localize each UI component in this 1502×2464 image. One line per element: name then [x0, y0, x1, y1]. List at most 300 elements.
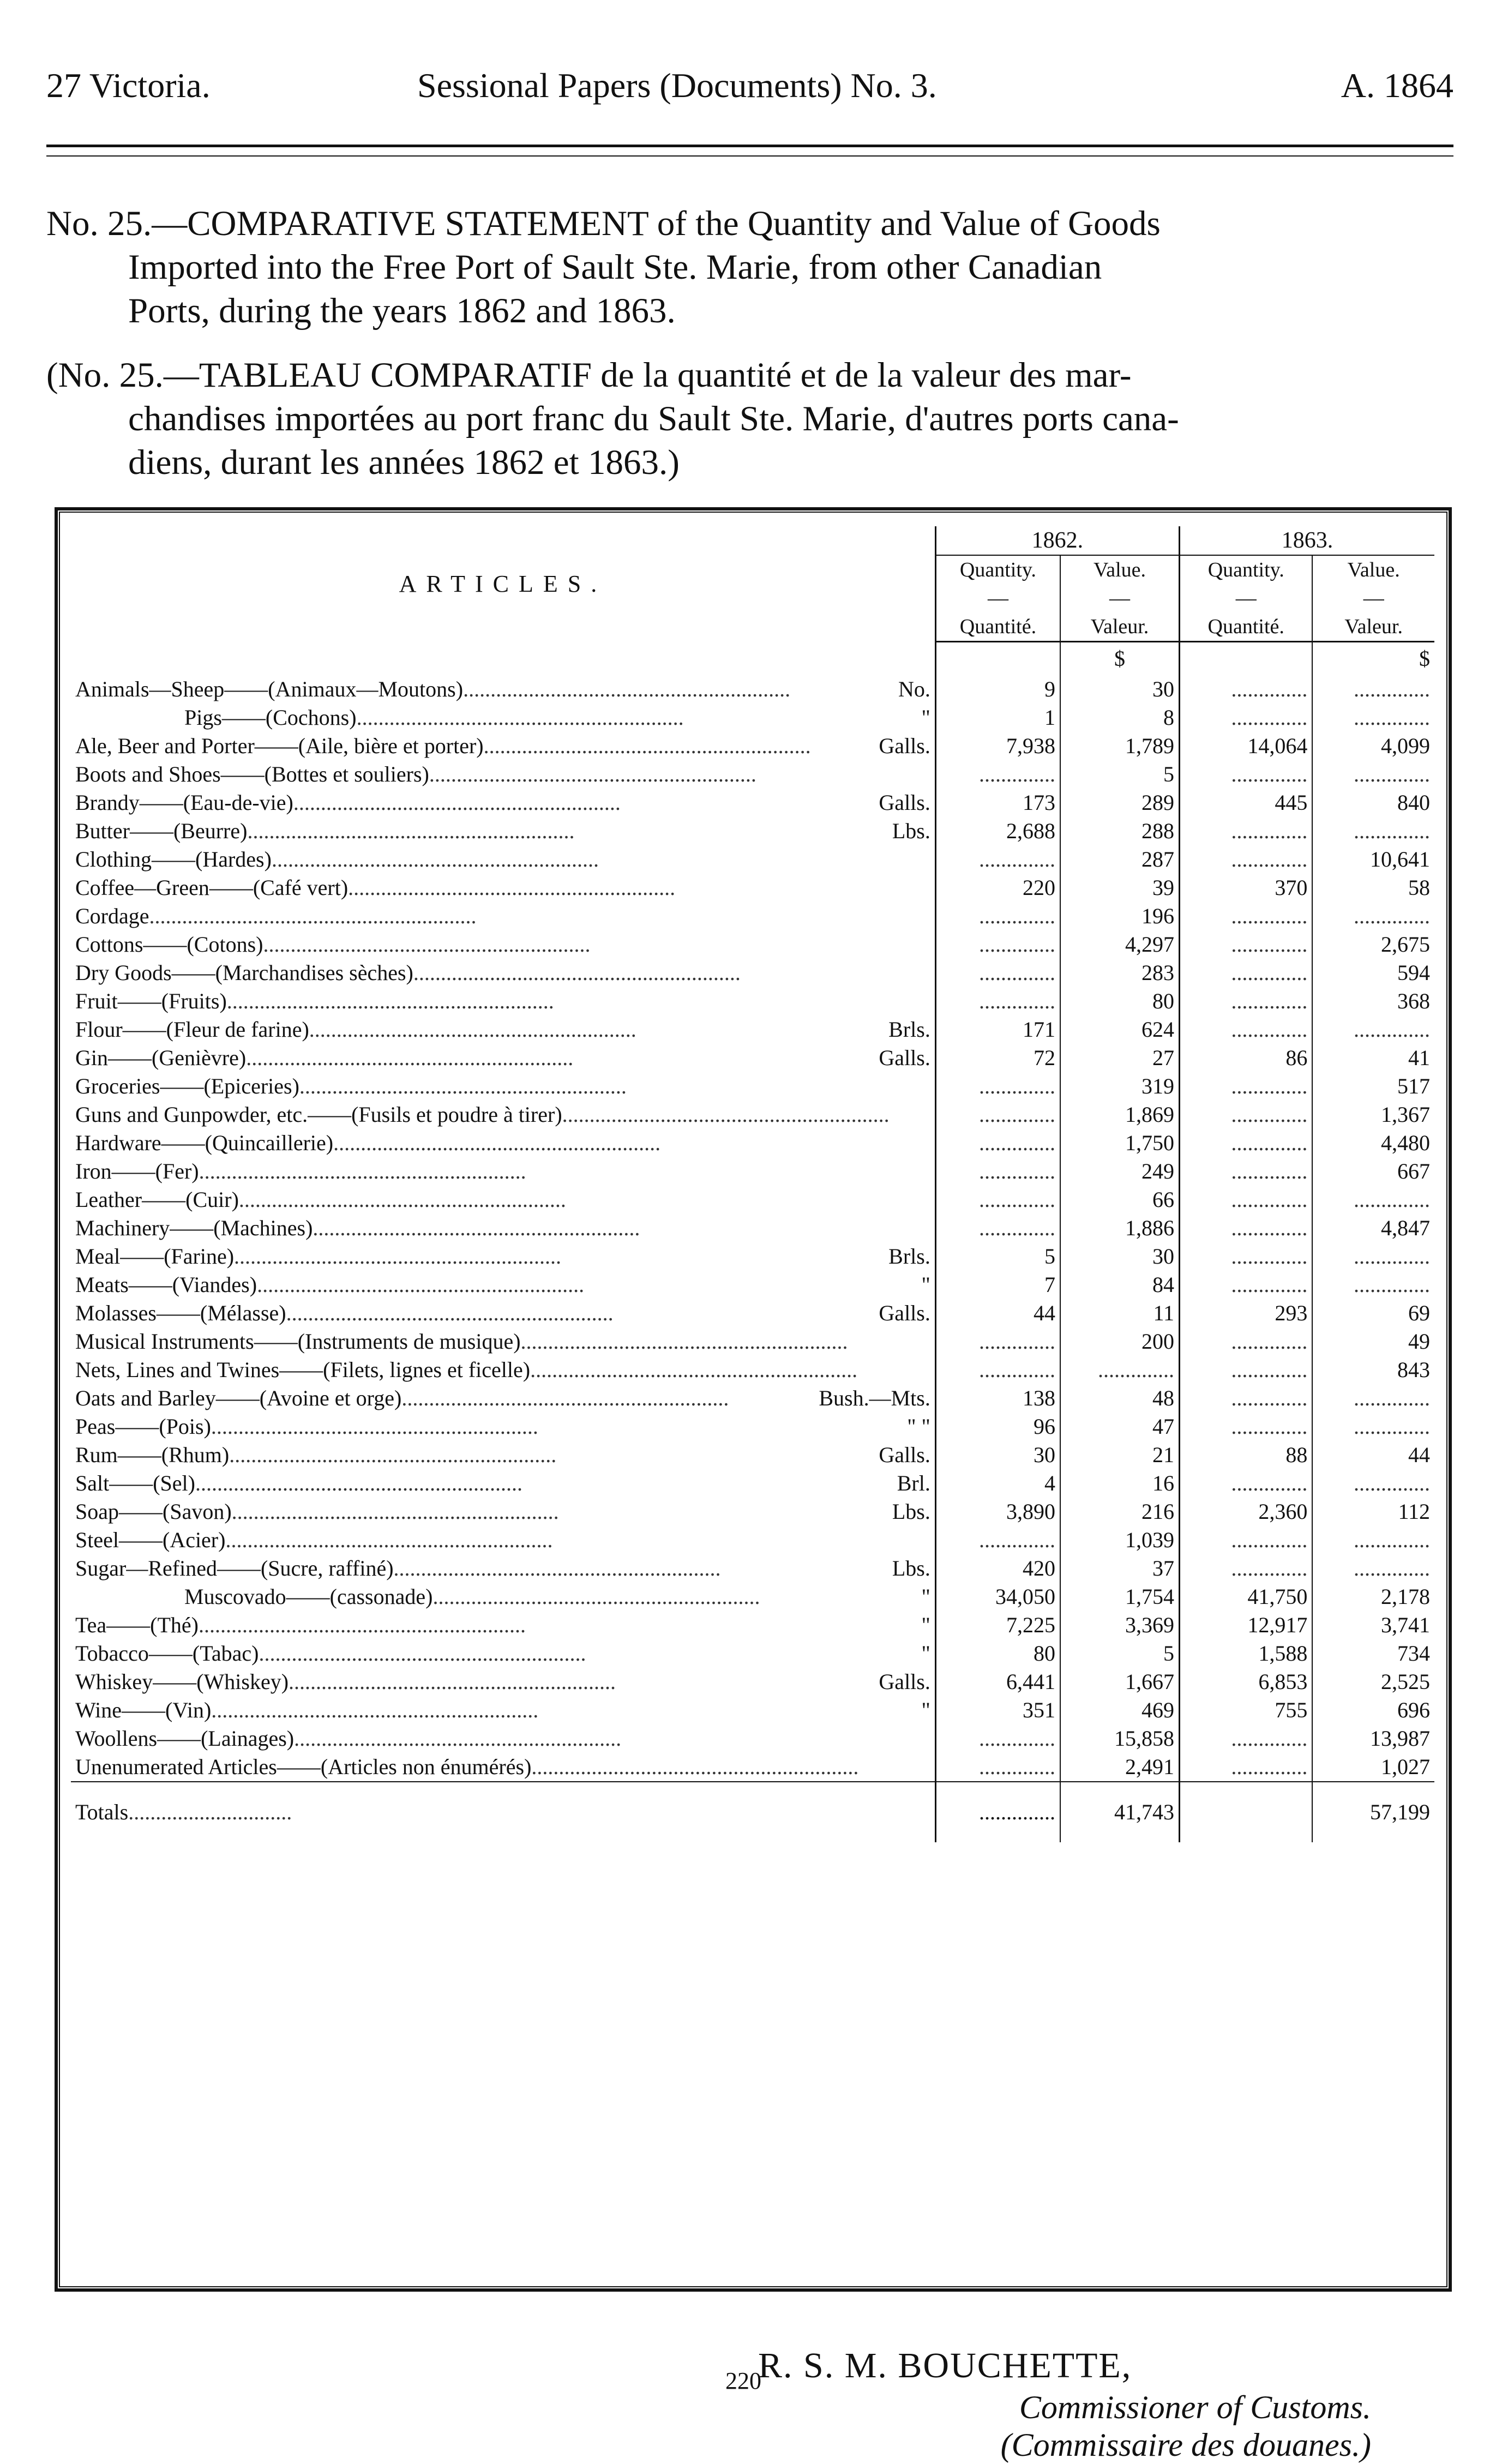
title-fr-line-1: (No. 25.—TABLEAU COMPARATIF de la quantité et de la valeur des mar-	[46, 356, 1132, 395]
currency-blank	[935, 642, 1060, 676]
leader-dots: ..............	[1231, 960, 1308, 985]
quantity-1863-cell: 370	[1180, 874, 1313, 902]
leader-dots: ..............	[1354, 1244, 1430, 1269]
quantity-1862-cell: 7,225	[935, 1611, 1060, 1639]
value-1863-header	[1312, 555, 1434, 642]
leader-dots: ..............	[1231, 1471, 1308, 1495]
quantity-1862-cell: 6,441	[935, 1668, 1060, 1696]
quantity-1863-cell	[1180, 1271, 1313, 1299]
quantity-1862-cell	[935, 930, 1060, 959]
leader-dots: ..............	[1231, 1131, 1308, 1155]
table-body	[71, 642, 1434, 1782]
value-1862-cell: 1,869	[1060, 1101, 1179, 1129]
value-1862-cell: 39	[1060, 874, 1179, 902]
quantity-1862-cell	[935, 1526, 1060, 1554]
quantity-1863-cell	[1180, 1101, 1313, 1129]
quantity-1863-cell	[1180, 1015, 1313, 1044]
article-cell	[71, 1044, 935, 1072]
leader-dots: ............................................................	[333, 1131, 661, 1155]
article-name: Brandy——(Eau-de-vie)	[75, 790, 293, 815]
leader-dots: ............................................................	[238, 1187, 566, 1212]
table-row	[71, 959, 1434, 987]
article-name: Unenumerated Articles——(Articles non énumérés)	[75, 1754, 532, 1779]
article-name: Wine——(Vin)	[75, 1698, 212, 1722]
leader-dots: ..............	[979, 1074, 1056, 1098]
quantity-1862-cell: 420	[935, 1554, 1060, 1583]
article-name: Meats——(Viandes)	[75, 1272, 257, 1297]
leader-dots: ............................................................	[393, 1556, 721, 1580]
quantity-1862-cell	[935, 1327, 1060, 1356]
table-row	[71, 1469, 1434, 1498]
article-name: Nets, Lines and Twines——(Filets, lignes et ficelle)	[75, 1357, 531, 1382]
article-unit: "	[918, 1639, 930, 1668]
quantity-1862-cell: 220	[935, 874, 1060, 902]
leader-dots: ..............	[1354, 1272, 1430, 1297]
leader-dots: ..............	[1231, 1556, 1308, 1580]
article-unit: Lbs.	[889, 817, 930, 845]
quantity-1863-cell	[1180, 1186, 1313, 1214]
page-header	[46, 65, 1453, 115]
quantity-1862-cell	[935, 1724, 1060, 1753]
quantity-1862-cell	[935, 1157, 1060, 1186]
article-cell	[71, 987, 935, 1015]
quantity-1863-cell	[1180, 1214, 1313, 1242]
leader-dots: ..............	[1231, 932, 1308, 957]
table-row	[71, 789, 1434, 817]
leader-dots: ..............	[979, 1131, 1056, 1155]
leader-dots: ..............	[979, 1159, 1056, 1183]
leader-dots: ............................................................	[429, 762, 756, 786]
leader-dots: ..............	[1354, 762, 1430, 786]
value-1862-cell: 196	[1060, 902, 1179, 930]
leader-dots: ............................................................	[226, 989, 554, 1013]
quantity-1863-cell	[1180, 987, 1313, 1015]
article-cell	[71, 1668, 935, 1696]
article-cell	[71, 874, 935, 902]
quantity-1862-cell	[935, 1214, 1060, 1242]
leader-dots: ............................................................	[432, 1584, 760, 1609]
table-row	[71, 987, 1434, 1015]
value-1862-cell: 5	[1060, 760, 1179, 789]
leader-dots: ..............	[1231, 677, 1308, 701]
value-1863-cell	[1312, 1384, 1434, 1413]
article-cell	[71, 1186, 935, 1214]
article-unit: Brls.	[885, 1015, 930, 1044]
quantity-1862-cell	[935, 902, 1060, 930]
article-unit: Brls.	[885, 1242, 930, 1271]
leader-dots: ..............	[1231, 819, 1308, 843]
quantity-1863-cell	[1180, 1753, 1313, 1782]
article-cell	[71, 930, 935, 959]
title-fr-line-3: diens, durant les années 1862 et 1863.)	[128, 443, 680, 482]
value-1863-cell: 58	[1312, 874, 1434, 902]
article-cell	[71, 675, 935, 704]
leader-dots: ..............	[1231, 1329, 1308, 1354]
article-unit: Galls.	[875, 1441, 930, 1469]
quantity-1863-cell	[1180, 1356, 1313, 1384]
quantity-1863-cell	[1180, 1554, 1313, 1583]
value-1863-cell: 2,525	[1312, 1668, 1434, 1696]
quantity-1862-cell	[935, 1072, 1060, 1101]
value-1863-cell	[1312, 902, 1434, 930]
table-row	[71, 1327, 1434, 1356]
value-1863-cell: 1,027	[1312, 1753, 1434, 1782]
value-1862-cell: 216	[1060, 1498, 1179, 1526]
total-q63	[1180, 1782, 1313, 1842]
leader-dots: ............................................................	[293, 790, 621, 815]
quantity-1863-cell: 755	[1180, 1696, 1313, 1724]
article-cell	[71, 1157, 935, 1186]
leader-dots: ............................................................	[271, 847, 599, 872]
table-row	[71, 930, 1434, 959]
value-1863-cell: 1,367	[1312, 1101, 1434, 1129]
article-name: Peas——(Pois)	[75, 1414, 211, 1439]
table-row	[71, 1299, 1434, 1327]
table-row	[71, 1242, 1434, 1271]
dash: —	[1235, 587, 1257, 610]
quantity-1862-cell: 30	[935, 1441, 1060, 1469]
table-row	[71, 1356, 1434, 1384]
value-1862-cell: 48	[1060, 1384, 1179, 1413]
value-1862-cell: 30	[1060, 1242, 1179, 1271]
value-1863-cell: 44	[1312, 1441, 1434, 1469]
quantity-1862-cell: 171	[935, 1015, 1060, 1044]
quantity-1862-cell	[935, 1356, 1060, 1384]
leader-dots: ..............	[1231, 1074, 1308, 1098]
title-en-line-3: Ports, during the years 1862 and 1863.	[128, 291, 676, 330]
article-name: Hardware——(Quincaillerie)	[75, 1131, 334, 1155]
table-row	[71, 1668, 1434, 1696]
leader-dots: ..............	[1231, 762, 1308, 786]
leader-dots: ..............	[1231, 1244, 1308, 1269]
value-1863-cell: 368	[1312, 987, 1434, 1015]
value-1862-cell: 287	[1060, 845, 1179, 874]
article-unit: Galls.	[875, 1299, 930, 1327]
quantity-1862-cell	[935, 760, 1060, 789]
table-row	[71, 1639, 1434, 1668]
leader-dots: ..............	[1231, 1386, 1308, 1410]
leader-dots: ..............	[1231, 1216, 1308, 1240]
article-name: Tea——(Thé)	[75, 1613, 199, 1637]
leader-dots: ..............	[979, 1329, 1056, 1354]
leader-dots: ............................................................	[294, 1726, 622, 1751]
value-1863-cell: 10,641	[1312, 845, 1434, 874]
article-unit: "	[918, 1611, 930, 1639]
quantity-1863-cell	[1180, 760, 1313, 789]
value-1863-cell: 41	[1312, 1044, 1434, 1072]
article-unit: Galls.	[875, 1044, 930, 1072]
quantity-1863-cell	[1180, 1724, 1313, 1753]
quantity-1862-cell: 5	[935, 1242, 1060, 1271]
article-name: Whiskey——(Whiskey)	[75, 1669, 289, 1694]
article-name: Leather——(Cuir)	[75, 1187, 239, 1212]
quantity-label: Quantity.	[959, 558, 1036, 581]
value-label: Value.	[1093, 558, 1146, 581]
value-1862-cell: 11	[1060, 1299, 1179, 1327]
header-session: 27 Victoria.	[46, 66, 211, 105]
quantity-1863-cell	[1180, 845, 1313, 874]
quantity-1863-cell	[1180, 1526, 1313, 1554]
article-name: Animals—Sheep——(Animaux—Moutons)	[75, 677, 464, 701]
value-1862-cell: 84	[1060, 1271, 1179, 1299]
signatory-title-en: Commissioner of Customs.	[1019, 2389, 1371, 2425]
leader-dots: ..............	[979, 1216, 1056, 1240]
leader-dots: ..............	[1231, 1357, 1308, 1382]
leader-dots: ..............	[1354, 1386, 1430, 1410]
article-name: Gin——(Genièvre)	[75, 1045, 247, 1070]
quantity-1862-cell	[935, 1129, 1060, 1157]
leader-dots: ............................................................	[299, 1074, 627, 1098]
table-row	[71, 1696, 1434, 1724]
quantity-1863-cell: 1,588	[1180, 1639, 1313, 1668]
quantity-1862-cell: 96	[935, 1413, 1060, 1441]
quantity-1863-cell	[1180, 1469, 1313, 1498]
value-1863-cell: 840	[1312, 789, 1434, 817]
quantity-1862-cell: 72	[935, 1044, 1060, 1072]
header-rule-thick	[46, 145, 1453, 147]
article-cell	[71, 1384, 935, 1413]
quantity-1863-cell: 14,064	[1180, 732, 1313, 760]
article-unit: Galls.	[875, 732, 930, 760]
table-row	[71, 1724, 1434, 1753]
article-cell	[71, 1611, 935, 1639]
article-cell	[71, 760, 935, 789]
quantity-1862-cell	[935, 845, 1060, 874]
quantity-1863-cell	[1180, 1129, 1313, 1157]
quantity-1863-cell: 6,853	[1180, 1668, 1313, 1696]
table-row	[71, 675, 1434, 704]
leader-dots: ..............	[1231, 1159, 1308, 1183]
table-row	[71, 1498, 1434, 1526]
leader-dots: ............................................................	[149, 904, 477, 928]
leader-dots: ..............	[1231, 1017, 1308, 1042]
table-row	[71, 902, 1434, 930]
table-row	[71, 1186, 1434, 1214]
leader-dots: ..............	[1354, 1187, 1430, 1212]
article-unit: Galls.	[875, 1668, 930, 1696]
article-unit: Lbs.	[889, 1554, 930, 1583]
quantity-1863-cell: 41,750	[1180, 1583, 1313, 1611]
value-1863-cell	[1312, 675, 1434, 704]
quantity-1862-cell: 2,688	[935, 817, 1060, 845]
value-1863-cell: 13,987	[1312, 1724, 1434, 1753]
leader-dots: ..............	[1231, 1187, 1308, 1212]
quantite-label: Quantité.	[959, 615, 1037, 638]
value-1862-cell: 1,667	[1060, 1668, 1179, 1696]
leader-dots: ..............	[979, 1187, 1056, 1212]
table-row	[71, 1101, 1434, 1129]
quantity-1863-cell: 86	[1180, 1044, 1313, 1072]
value-1863-cell	[1312, 1413, 1434, 1441]
value-1862-cell: 319	[1060, 1072, 1179, 1101]
value-1862-cell: 5	[1060, 1639, 1179, 1668]
value-1863-cell: 843	[1312, 1356, 1434, 1384]
quantity-1862-cell	[935, 987, 1060, 1015]
article-cell	[71, 959, 935, 987]
value-1863-cell	[1312, 1186, 1434, 1214]
leader-dots: ..............	[1231, 1754, 1308, 1779]
value-1862-cell: 1,754	[1060, 1583, 1179, 1611]
quantity-1862-cell	[935, 959, 1060, 987]
leader-dots: ............................................................	[211, 1414, 538, 1439]
article-cell	[71, 1441, 935, 1469]
leader-dots: ..............	[979, 1528, 1056, 1552]
leader-dots: ..............	[1354, 904, 1430, 928]
article-unit: Lbs.	[889, 1498, 930, 1526]
value-1863-cell	[1312, 1271, 1434, 1299]
leader-dots: ............................................................	[286, 1301, 614, 1325]
article-unit: Brl.	[894, 1469, 930, 1498]
leader-dots: ..............	[979, 1357, 1056, 1382]
leader-dots: ..............	[1354, 1017, 1430, 1042]
article-name: Steel——(Acier)	[75, 1528, 226, 1552]
article-cell	[71, 1327, 935, 1356]
quantity-1862-cell: 44	[935, 1299, 1060, 1327]
article-cell	[71, 1015, 935, 1044]
value-1862-cell: 1,886	[1060, 1214, 1179, 1242]
title-en-line-1: No. 25.—COMPARATIVE STATEMENT of the Quantity and Value of Goods	[46, 204, 1161, 243]
valeur-label: Valeur.	[1090, 615, 1149, 638]
article-name: Tobacco——(Tabac)	[75, 1641, 259, 1666]
quantity-1862-cell: 7,938	[935, 732, 1060, 760]
leader-dots: ............................................................	[356, 705, 684, 730]
leader-dots: ............................................................	[231, 1499, 559, 1524]
year-1863-header: 1863.	[1180, 526, 1435, 555]
value-1863-cell	[1312, 1526, 1434, 1554]
article-cell	[71, 1554, 935, 1583]
article-name: Boots and Shoes——(Bottes et souliers)	[75, 762, 429, 786]
article-cell	[71, 845, 935, 874]
value-1862-cell: 200	[1060, 1327, 1179, 1356]
leader-dots: ............................................................	[531, 1754, 859, 1779]
quantity-1862-cell: 173	[935, 789, 1060, 817]
value-label: Value.	[1347, 558, 1400, 581]
leader-dots: ............................................................	[211, 1698, 539, 1722]
leader-dots: ..............	[1098, 1357, 1174, 1382]
leader-dots: ..............	[1231, 705, 1308, 730]
year-1862-header: 1862.	[935, 526, 1179, 555]
article-unit: " "	[904, 1413, 930, 1441]
article-name: Flour——(Fleur de farine)	[75, 1017, 309, 1042]
leader-dots: ..............	[1354, 677, 1430, 701]
article-cell	[71, 1639, 935, 1668]
leader-dots: ............................................................	[562, 1102, 890, 1127]
article-cell	[71, 1356, 935, 1384]
table-row	[71, 1753, 1434, 1782]
value-1862-cell: 2,491	[1060, 1753, 1179, 1782]
leader-dots: ............................................................	[413, 960, 741, 985]
table-row	[71, 845, 1434, 874]
value-1862-cell: 283	[1060, 959, 1179, 987]
total-v63: 57,199	[1312, 1782, 1434, 1842]
total-v62: 41,743	[1060, 1782, 1179, 1842]
leader-dots: ............................................................	[247, 819, 575, 843]
leader-dots: ..............	[1231, 1414, 1308, 1439]
leader-dots: ..............	[1354, 705, 1430, 730]
article-unit: "	[918, 1583, 930, 1611]
title-english	[46, 202, 1453, 333]
value-1863-cell: 112	[1312, 1498, 1434, 1526]
value-1862-cell: 15,858	[1060, 1724, 1179, 1753]
value-1863-cell: 4,480	[1312, 1129, 1434, 1157]
table-row	[71, 1384, 1434, 1413]
header-publication: Sessional Papers (Documents) No. 3.	[417, 66, 937, 105]
value-1863-cell: 2,178	[1312, 1583, 1434, 1611]
value-1862-cell: 21	[1060, 1441, 1179, 1469]
page-number: 220	[725, 2367, 761, 2394]
leader-dots: ..............	[1231, 989, 1308, 1013]
article-name: Ale, Beer and Porter——(Aile, bière et porter)	[75, 734, 484, 758]
quantity-1863-cell	[1180, 1157, 1313, 1186]
article-name: Fruit——(Fruits)	[75, 989, 227, 1013]
quantity-1863-cell	[1180, 1072, 1313, 1101]
quantity-1862-cell: 7	[935, 1271, 1060, 1299]
leader-dots: ............................................................	[520, 1329, 848, 1354]
article-cell	[71, 1101, 935, 1129]
leader-dots: ..............	[1354, 1414, 1430, 1439]
dash: —	[987, 587, 1008, 610]
currency-blank	[1180, 642, 1313, 676]
article-name: Oats and Barley——(Avoine et orge)	[75, 1386, 402, 1410]
leader-dots: ..............	[1231, 1726, 1308, 1751]
value-1862-cell: 47	[1060, 1413, 1179, 1441]
value-1863-cell: 696	[1312, 1696, 1434, 1724]
article-cell	[71, 1583, 935, 1611]
value-1863-cell	[1312, 704, 1434, 732]
value-1862-cell: 80	[1060, 987, 1179, 1015]
quantity-1863-cell	[1180, 704, 1313, 732]
value-1863-cell	[1312, 1469, 1434, 1498]
quantity-1862-header	[935, 555, 1060, 642]
article-cell	[71, 1469, 935, 1498]
value-1862-cell: 27	[1060, 1044, 1179, 1072]
valeur-label: Valeur.	[1344, 615, 1403, 638]
leader-dots: ..............	[1354, 1471, 1430, 1495]
currency-symbol-1863: $	[1312, 642, 1434, 676]
article-unit: Bush.—Mts.	[815, 1384, 930, 1413]
quantity-1863-cell	[1180, 817, 1313, 845]
dash: —	[1363, 587, 1384, 610]
value-1862-cell: 4,297	[1060, 930, 1179, 959]
article-cell	[71, 1129, 935, 1157]
article-cell	[71, 789, 935, 817]
quantity-1862-cell: 1	[935, 704, 1060, 732]
leader-dots: ............................................................	[348, 875, 676, 900]
value-1862-cell: 1,039	[1060, 1526, 1179, 1554]
totals-label-text: Totals	[75, 1800, 129, 1824]
leader-dots: ............................................................	[234, 1244, 562, 1269]
comparative-statement-table	[71, 526, 1434, 1842]
leader-dots: ..............	[1231, 1528, 1308, 1552]
leader-dots: ..............	[1354, 1556, 1430, 1580]
currency-row-blank	[71, 642, 935, 676]
value-1863-cell	[1312, 1554, 1434, 1583]
quantity-1863-cell: 445	[1180, 789, 1313, 817]
leader-dots: ..............	[1354, 1528, 1430, 1552]
value-1862-cell: 469	[1060, 1696, 1179, 1724]
value-1863-cell	[1312, 1015, 1434, 1044]
quantity-1863-cell: 88	[1180, 1441, 1313, 1469]
quantity-1862-cell: 3,890	[935, 1498, 1060, 1526]
quantity-1862-cell	[935, 1186, 1060, 1214]
title-en-line-2: Imported into the Free Port of Sault Ste. Marie, from other Canadian	[128, 248, 1102, 287]
leader-dots: ............................................................	[195, 1471, 522, 1495]
article-name: Musical Instruments——(Instruments de musique)	[75, 1329, 521, 1354]
leader-dots: ............................................................	[198, 1613, 526, 1637]
value-1862-header	[1060, 555, 1179, 642]
article-unit: "	[918, 704, 930, 732]
table-row	[71, 704, 1434, 732]
